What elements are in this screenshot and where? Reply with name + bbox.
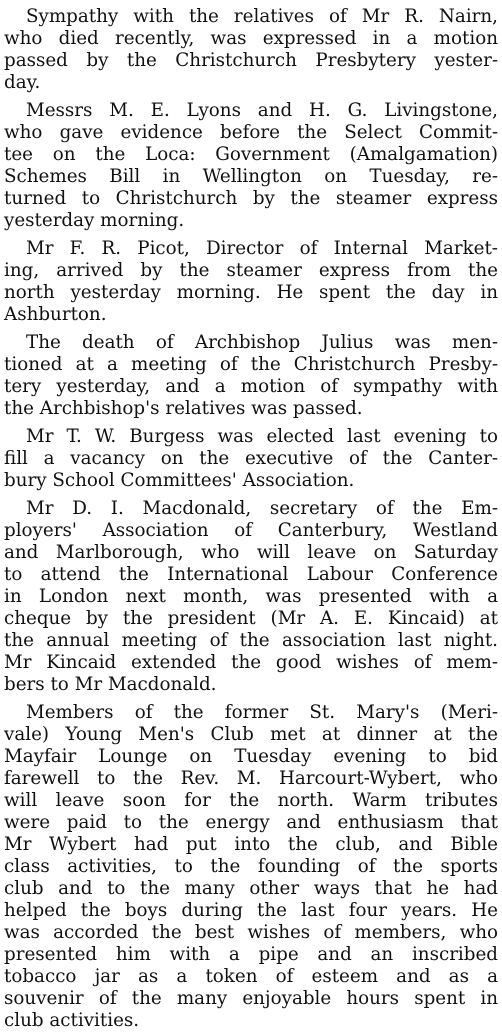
text-line: class activities, to the founding of the sports	[4, 856, 498, 877]
text-line: Ashburton.	[4, 304, 107, 325]
text-line: Mr F. R. Picot, Director of Internal Market-	[26, 238, 498, 259]
text-line: Mr D. I. Macdonald, secretary of the Em-	[26, 498, 498, 519]
text-line: Schemes Bill in Wellington on Tuesday, re-	[4, 166, 498, 187]
news-item-nairn-sympathy	[4, 6, 498, 94]
news-item-archbishop-julius	[4, 332, 498, 420]
text-line: souvenir of the many enjoyable hours spent in	[4, 988, 498, 1009]
text-line: cheque by the president (Mr A. E. Kincaid) at	[4, 608, 498, 629]
text-line: yesterday morning.	[4, 210, 185, 231]
text-line: passed by the Christchurch Presbytery yester-	[4, 50, 498, 71]
text-line: who gave evidence before the Select Commit-	[4, 122, 498, 143]
text-line: fill a vacancy on the executive of the Canter-	[4, 448, 498, 469]
text-line: presented him with a pipe and an inscribed	[4, 944, 498, 965]
text-line: Mayfair Lounge on Tuesday evening to bid	[4, 746, 498, 767]
text-line: The death of Archbishop Julius was men-	[26, 332, 498, 353]
text-line: to attend the International Labour Conference	[4, 564, 498, 585]
text-line: the Archbishop's relatives was passed.	[4, 398, 363, 419]
text-line: club and to the many other ways that he had	[4, 878, 498, 899]
text-line: day.	[4, 72, 41, 93]
text-line: Mr T. W. Burgess was elected last evening to	[26, 426, 498, 447]
text-line: Messrs M. E. Lyons and H. G. Livingstone,	[26, 100, 498, 121]
text-line: helped the boys during the last four years. He	[4, 900, 498, 921]
text-line: tery yesterday, and a motion of sympathy with	[4, 376, 498, 397]
text-line: were paid to the energy and enthusiasm that	[4, 812, 498, 833]
news-item-lyons-livingstone	[4, 100, 498, 232]
text-line: Mr Kincaid extended the good wishes of mem-	[4, 652, 498, 673]
text-line: and Marlborough, who will leave on Saturday	[4, 542, 498, 563]
text-line: in London next month, was presented with a	[4, 586, 498, 607]
text-line: farewell to the Rev. M. Harcourt-Wybert, who	[4, 768, 498, 789]
text-line: Mr Wybert had put into the club, and Bible	[4, 834, 498, 855]
text-line: vale) Young Men's Club met at dinner at the	[4, 724, 498, 745]
text-line: who died recently, was expressed in a motion	[4, 28, 498, 49]
news-item-picot	[4, 238, 498, 326]
text-line: will leave soon for the north. Warm tributes	[4, 790, 498, 811]
text-line: was accorded the best wishes of members, who	[4, 922, 498, 943]
text-line: tee on the Loca: Government (Amalgamation)	[4, 144, 498, 165]
text-line: Sympathy with the relatives of Mr R. Nairn,	[26, 6, 498, 27]
text-line: north yesterday morning. He spent the day in	[4, 282, 498, 303]
news-item-harcourt-wybert	[4, 702, 498, 1032]
news-item-burgess	[4, 426, 498, 492]
text-line: Members of the former St. Mary's (Meri-	[26, 702, 498, 723]
text-line: ployers' Association of Canterbury, Westland	[4, 520, 498, 541]
text-line: bury School Committees' Association.	[4, 470, 355, 491]
text-line: turned to Christchurch by the steamer express	[4, 188, 498, 209]
text-line: club activities.	[4, 1010, 140, 1031]
text-line: the annual meeting of the association last night.	[4, 630, 498, 651]
text-line: tioned at a meeting of the Christchurch Presby-	[4, 354, 498, 375]
news-item-macdonald	[4, 498, 498, 696]
text-line: bers to Mr Macdonald.	[4, 674, 217, 695]
text-line: ing, arrived by the steamer express from the	[4, 260, 498, 281]
text-line: tobacco jar as a token of esteem and as a	[4, 966, 498, 987]
